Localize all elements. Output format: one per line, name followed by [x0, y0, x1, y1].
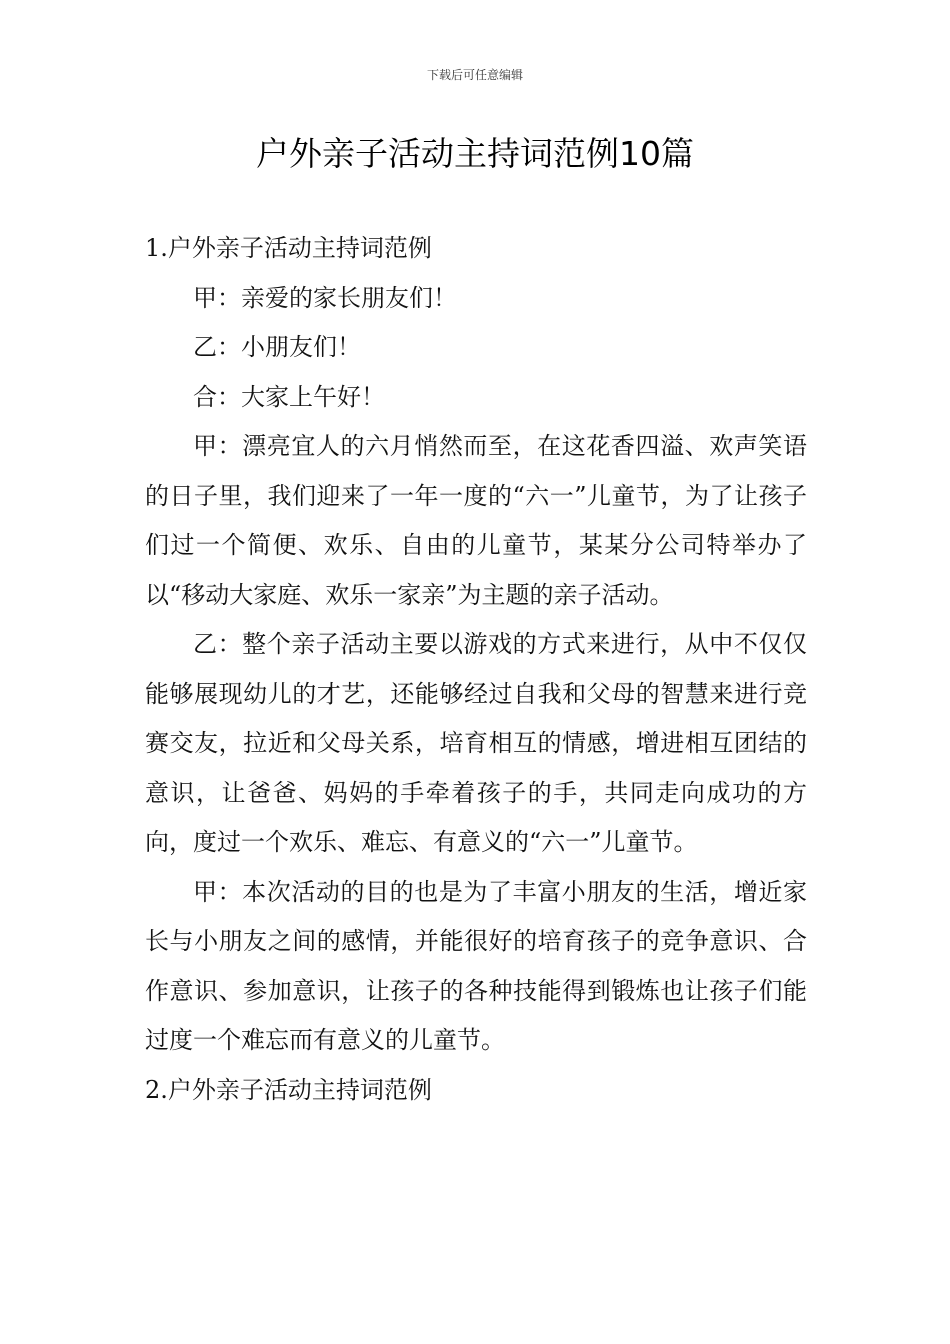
paragraph: 甲：亲爱的家长朋友们！ [193, 283, 457, 312]
section-heading-2: 2.户外亲子活动主持词范例 [145, 1075, 432, 1104]
paragraph: 甲：本次活动的目的也是为了丰富小朋友的生活，增近家长与小朋友之间的感情，并能很好的培育孩子的竞争意识、合作意识、参加意识，让孩子的各种技能得到锻炼也让孩子们能过度一个难忘而有意义的儿童节。 [145, 877, 807, 1054]
header-note: 下载后可任意编辑 [426, 68, 523, 82]
paragraph: 乙：小朋友们！ [193, 333, 361, 361]
paragraph: 合：大家上午好！ [193, 382, 385, 411]
document-body [145, 224, 807, 1115]
paragraph: 甲：漂亮宜人的六月悄然而至，在这花香四溢、欢声笑语的日子里，我们迎来了一年一度的“六一”儿童节，为了让孩子们过一个简便、欢乐、自由的儿童节，某某分公司特举办了以“移动大家庭、欢乐一家亲”为主题的亲子活动。 [145, 432, 807, 609]
section-heading-1: 1.户外亲子活动主持词范例 [145, 234, 432, 262]
document-title: 户外亲子活动主持词范例10篇 [256, 134, 694, 173]
paragraph: 乙：整个亲子活动主要以游戏的方式来进行，从中不仅仅能够展现幼儿的才艺，还能够经过自我和父母的智慧来进行竞赛交友，拉近和父母关系，培育相互的情感，增进相互团结的意识，让爸爸、妈妈的手牵着孩子的手，共同走向成功的方向，度过一个欢乐、难忘、有意义的“六一”儿童节。 [145, 630, 807, 856]
